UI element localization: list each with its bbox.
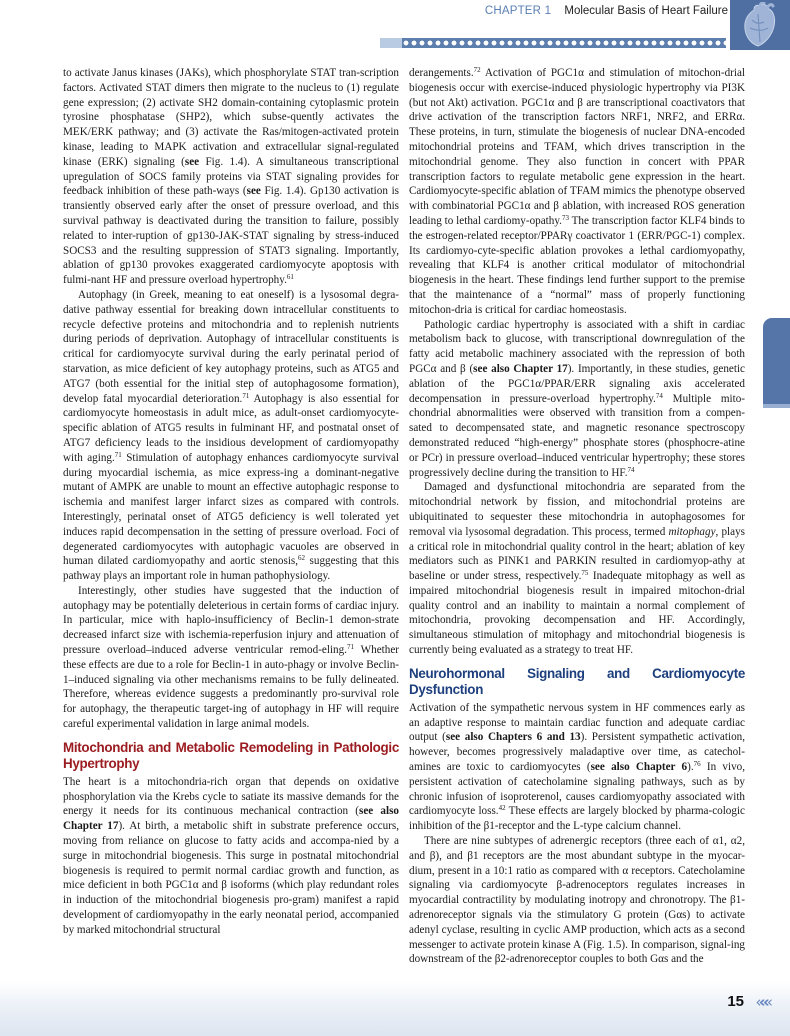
running-header xyxy=(485,2,728,20)
chapter-thumb-tab xyxy=(763,318,790,408)
citation: 62 xyxy=(298,554,306,563)
citation: 74 xyxy=(655,391,663,400)
chapter-badge xyxy=(730,0,790,50)
section-heading: Neurohormonal Signaling and Cardiomyocyte Dysfunction xyxy=(409,665,745,698)
right-column xyxy=(409,66,745,967)
chevron-left-icon: ««« xyxy=(755,993,768,1011)
page-number: 15 xyxy=(727,993,744,1010)
paragraph: The heart is a mitochondria-rich organ that depends on oxidative phosphorylation via the Krebs cycle to satiate its massive demands for the energy it needs for its continuous mechanical contraction (see also Chapter 17). At birth, a metabolic shift in substrate preference occurs, moving from reliance on glucose to fatty acids and accompa-nied by a surge in mitochondrial biogenesis. This surge in postnatal mitochondrial biogenesis is required to permit normal cardiac growth and function, as mice deficient in both PGC1α and β isoforms (which play redundant roles in induction of the mitochondrial biogenesis pro-gram) manifest a rapid development of cardiomyopathy in the early neonatal period, accompanied by marked mitochondrial structural xyxy=(63,775,399,936)
chapter-number: CHAPTER 1 xyxy=(484,5,552,17)
paragraph: derangements.$^{72}$ Activation of PGC1α and stimulation of mitochon-drial biogenesis occur with exercise-induced physiologic hypertrophy via PI3K (but not Akt) activation. PGC1α and β are transcriptional coactivators that drive activation of the transcription factors NRF1, NRF2, and ERRα. These proteins, in turn, stimulate the biogenesis of nuclear DNA-encoded mitochondrial proteins and TFAM, which drives transcription in the mitochondrial genome. They also function in concert with PPAR transcription factors to regulate metabolic gene expression in the heart. Cardiomyocyte-specific ablation of TFAM mimics the phenotype observed with combinatorial PGC1α and β ablation, with increased ROS generation leading to lethal cardiomy-opathy.$^{73}$ The transcription factor KLF4 binds to the estrogen-related receptor/PPARγ coactivator 1 (ERR/PGC-1) complex. Its cardiomyo-cyte-specific ablation provokes a lethal cardiomyopathy, revealing that KLF4 is another critical modulator of mitochondrial biogenesis in the heart. These findings lend further support to the premise that the maintenance of a “normal” mass of properly functioning mitochon-dria is critical for cardiac homeostasis. xyxy=(409,66,745,316)
citation: 71 xyxy=(114,450,122,459)
paragraph: Interestingly, other studies have suggested that the induction of autophagy may be potentially deleterious in certain forms of cardiac injury. In particular, mice with haplo-insufficiency of Beclin-1 demon-strate decreased infarct size with ischemia-reperfusion injury and attenuation of pressure overload–induced adverse ventricular remod-eling.$^{71}$ Whether these effects are due to a role for Beclin-1 in auto-phagy or involve Beclin-1–induced signaling via other mechanisms remains to be fully delineated. Therefore, whereas evidence suggests a predominantly pro-survival role for autophagy, the therapeutic target-ing of autophagy in HF will require careful experimental validation in large animal models. xyxy=(63,584,399,731)
citation: 71 xyxy=(346,643,354,652)
heart-icon xyxy=(740,2,780,48)
section-heading: Mitochondria and Metabolic Remodeling in Pathologic Hypertrophy xyxy=(63,739,399,772)
footer-band xyxy=(0,982,790,1036)
citation: 61 xyxy=(286,273,294,282)
citation: 42 xyxy=(498,804,506,813)
citation: 76 xyxy=(693,760,701,769)
citation: 71 xyxy=(242,391,250,400)
paragraph: Activation of the sympathetic nervous system in HF commences early as an adaptive response to maintain cardiac function and adequate cardiac output (see also Chapters 6 and 13). Persistent sympathetic activation, however, becomes progressively maladaptive over time, as catechol-amines are toxic to cardiomyocytes (see also Chapter 6).$^{76}$ In vivo, persistent activation of catecholamine signaling pathways, such as by chronic infusion of isoproterenol, causes cardiomyopathy associated with cardiomyocyte loss.$^{42}$ These effects are largely blocked by pharma-cologic inhibition of the β1-receptor and the L-type calcium channel. xyxy=(409,701,745,833)
paragraph: to activate Janus kinases (JAKs), which phosphorylate STAT tran-scription factors. Activated STAT dimers then migrate to the nucleus to (1) regulate gene expression; (2) activate SH2 domain-containing cytoplasmic protein tyrosine phosphatase (SHP2), which subse-quently activates the MEK/ERK pathway; and (3) activate the Ras/mitogen-activated protein kinase, leading to MAPK activation and extracellular signal-regulated kinase (ERK) signaling (see Fig. 1.4). A simultaneous transcriptional upregulation of SOCS family proteins via STAT signaling provides for feedback inhibition of these path-ways (see Fig. 1.4). Gp130 activation is transiently observed early after the onset of pressure overload, and this survival pathway is deactivated during the transition to failure, possibly related to inter-ruption of gp130-JAK-STAT signaling by stress-induced SOCS3 and the resulting suppression of STAT3 signaling. Importantly, ablation of gp130 provokes exaggerated cardiomyocyte apoptosis with fulmi-nant HF and pressure overload hypertrophy.$^{61}$ xyxy=(63,67,400,287)
paragraph: There are nine subtypes of adrenergic receptors (three each of α1, α2, and β), and β1 receptors are the most abundant subtype in the myocar-dium, present in a 10:1 ratio as compared with α receptors. Catecholamine signaling via cardiomyocyte β-adrenoceptors regulates increases in myocardial contractility by modulating inotropy and chronotropy. The β1-adrenoreceptor signals via the stimulatory G protein (Gαs) to activate adenyl cyclase, resulting in cyclic AMP production, which acts as a second messenger to activate protein kinase A (Fig. 1.5). In comparison, signal-ing downstream of the β2-adrenoreceptor couples to both Gαs and the xyxy=(409,835,745,966)
paragraph: Autophagy (in Greek, meaning to eat oneself) is a lysosomal degra-dative pathway essential for breaking down intracellular constituents to recycle defective proteins and mitochondria and to replenish nutrients during periods of deprivation. Autophagy of intracellular constituents is critical for cardiomyocyte survival during the early perinatal period of starvation, as mice deficient of key autophagy proteins, such as ATG5 and ATG7 (both essential for the initial step of autophagosome formation), develop fatal myocardial deterioration.$^{71}$ Autophagy is also essential for cardiomyocyte homeostasis in adult mice, as adult-onset cardiomyocyte-specific ablation of ATG5 results in fulminant HF, and postnatal onset of ATG7 deficiency leads to the insidious development of cardiomyopathy with aging.$^{71}$ Stimulation of autophagy enhances cardiomyocyte survival during myocardial ischemia, as mice express-ing a dominant-negative mutant of AMPK are unable to mount an effective autophagic response to ischemia and manifest larger infarct sizes as compared with controls. Interestingly, perinatal onset of ATG5 deficiency is well tolerated yet induces rapid decompensation in the setting of pressure overload. Foci of degenerated cardiomyocytes with autophagic vacuoles are observed in human dilated cardiomyopathy and aortic stenosis,$^{62}$ suggesting that this pathway plays an important role in human pathophysiology. xyxy=(63,288,400,583)
header-decorative-band xyxy=(402,38,726,48)
header-band-light xyxy=(380,38,402,48)
chapter-title: Molecular Basis of Heart Failure xyxy=(564,5,728,17)
left-column xyxy=(63,66,399,938)
paragraph: Damaged and dysfunctional mitochondria are separated from the mitochondrial network by fission, and mitochondrial proteins are ubiquitinated to sequester these mitochondria in autophagosomes for removal via lysosomal degradation. This process, termed mitophagy, plays a critical role in mitochondrial quality control in the heart; ablation of key mediators such as PINK1 and PARKIN resulted in cardiomyop-athy at baseline or under stress, respectively.$^{75}$ Inadequate mitophagy as well as impaired mitochondrial biogenesis result in impaired mitochon-drial quality control and an inability to maintain a normal complement of mitochondria, provoking decompensation and HF. Accordingly, simultaneous stimulation of mitophagy and mitochondrial biogenesis is currently being evaluated as a strategy to treat HF. xyxy=(409,481,745,657)
citation: 75 xyxy=(581,569,589,578)
citation: 74 xyxy=(627,465,635,474)
paragraph: Pathologic cardiac hypertrophy is associated with a shift in cardiac metabolism back to glucose, with transcriptional downregulation of the fatty acid metabolic machinery associated with the repression of both PGCα and β (see also Chapter 17). Importantly, in these studies, genetic ablation of the PGC1α/PPAR/ERR signaling axis accelerated decompensation in pressure-overload hypertrophy.$^{74}$ Multiple mito-chondrial abnormalities were observed with transition from a compen-sated to decompensated state, and magnetic resonance spectroscopy demonstrated reduced “high-energy” phosphate stores (phosphocre-atine or PCr) in pressure overload–induced ventricular hypertrophy; these stores progressively decline during the transition to HF.$^{74}$ xyxy=(409,318,745,479)
citation: 72 xyxy=(473,66,481,74)
citation: 73 xyxy=(561,213,569,222)
